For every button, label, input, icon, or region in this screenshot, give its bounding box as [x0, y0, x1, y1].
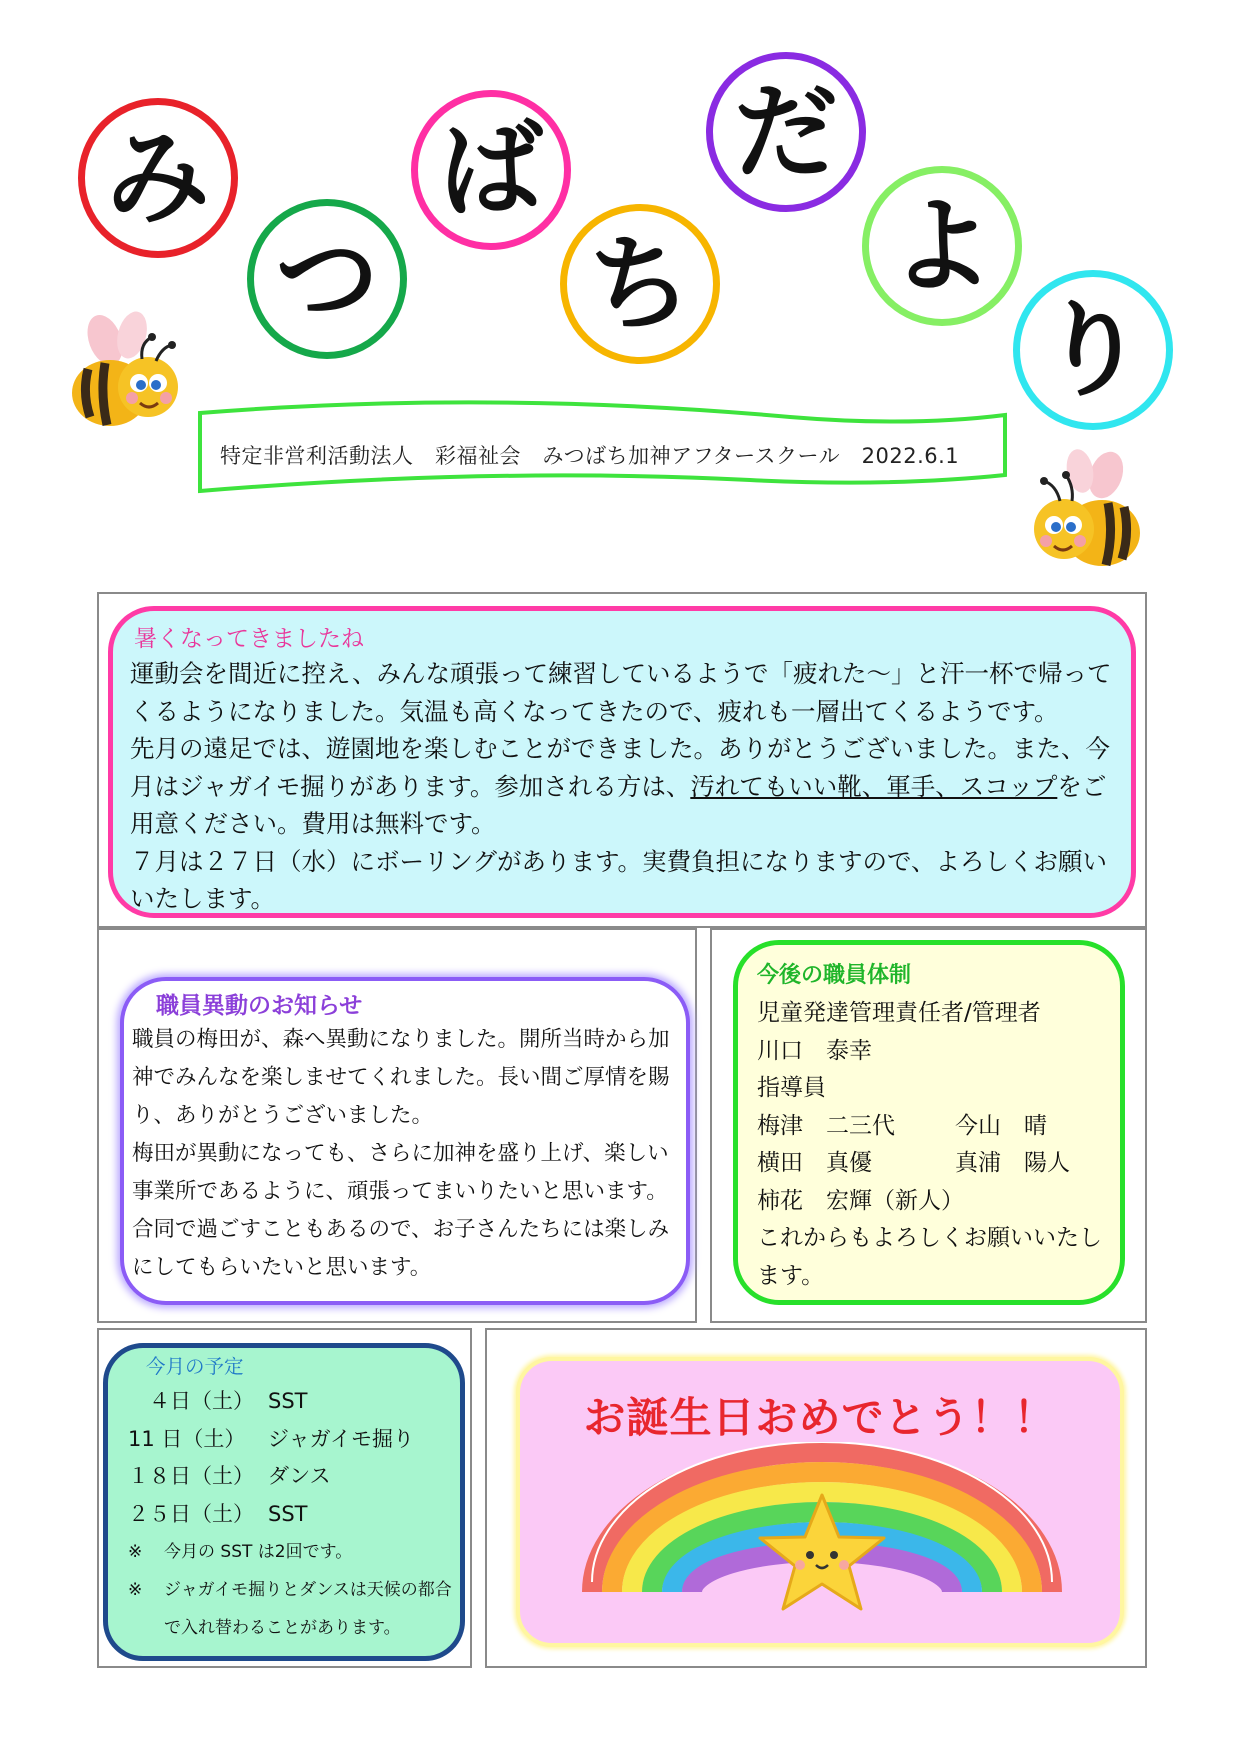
schedule-item	[128, 1496, 458, 1534]
bee-icon-left	[60, 305, 190, 445]
title-letter-mi: み	[78, 98, 238, 258]
team-role: 指導員	[757, 1075, 826, 1101]
schedule-body	[128, 1383, 458, 1647]
notice-text: をご用意ください。費用は無料です。	[130, 771, 1107, 838]
title-letter-yo: よ	[862, 166, 1022, 326]
schedule-date: ４日（土）	[128, 1389, 254, 1413]
schedule-item	[128, 1421, 458, 1459]
notice-items-underlined: 汚れてもいい靴、軍手、スコップ	[690, 771, 1058, 801]
team-title: 今後の職員体制	[757, 963, 912, 988]
title-letter-ri: り	[1013, 270, 1173, 430]
title-letter-da: だ	[706, 52, 866, 212]
title-letter-chi: ち	[560, 204, 720, 364]
team-member: 梅津 二三代	[757, 1112, 895, 1139]
team-member-row	[757, 1145, 1117, 1183]
schedule-date: ２５日（土）	[128, 1501, 254, 1526]
team-member-row	[757, 1108, 1117, 1146]
schedule-event: SST	[268, 1389, 308, 1413]
schedule-event: ダンス	[268, 1464, 331, 1488]
notice-text: 先月の遠足では、遊園地を楽しむことができました。ありがとうございました。また、今月はジャガイモ掘りがあります。参加される方は、	[130, 734, 1110, 801]
banner-text: 特定非営利活動法人 彩福祉会 みつばち加神アフタースクール 2022.6.1	[220, 444, 960, 468]
title-letter-tsu: つ	[247, 199, 407, 359]
notice-paragraph	[130, 730, 1130, 843]
team-member: 真浦 陽人	[955, 1150, 1070, 1176]
staff-change-title: 職員異動のお知らせ	[156, 993, 363, 1019]
schedule-event: SST	[268, 1501, 308, 1526]
team-role: 児童発達管理責任者/管理者	[757, 1000, 1041, 1026]
team-member: 川口 泰幸	[757, 1037, 872, 1064]
staff-change-paragraph: 職員の梅田が、森へ異動になりました。開所当時から加神でみんなを楽しませてくれました。長い間ご厚情を賜り、ありがとうございました。	[132, 1027, 670, 1128]
bee-icon-right	[1020, 445, 1150, 585]
team-member: 柿花 宏輝（新人）	[757, 1187, 964, 1214]
notice-paragraph: ７月は２７日（水）にボーリングがあります。実費負担になりますので、よろしくお願いいたします。	[130, 846, 1108, 913]
staff-change-paragraph: 梅田が異動になっても、さらに加神を盛り上げ、楽しい事業所であるように、頑張ってまいりたいと思います。合同で過ごすこともあるので、お子さんたちには楽しみにしてもらいたいと思います。	[132, 1141, 670, 1280]
team-member: 横田 真優	[757, 1150, 872, 1176]
rainbow-star-illustration	[577, 1442, 1067, 1627]
notice-paragraph: 運動会を間近に控え、みんな頑張って練習しているようで「疲れた～」と汗一杯で帰ってくるようになりました。気温も高くなってきたので、疲れも一層出てくるようです。	[130, 659, 1112, 726]
title-letter-ba: ば	[411, 90, 571, 250]
schedule-item	[128, 1458, 458, 1496]
schedule-date: １８日（土）	[128, 1464, 254, 1488]
note-mark: ※	[128, 1542, 143, 1562]
schedule-note	[128, 1571, 458, 1647]
staff-change-body	[132, 1021, 680, 1287]
team-member: 今山 晴	[955, 1112, 1047, 1139]
team-body	[757, 995, 1117, 1295]
schedule-event: ジャガイモ掘り	[268, 1426, 414, 1451]
notice-body	[130, 655, 1130, 918]
schedule-note-text: ジャガイモ掘りとダンスは天候の都合で入れ替わることがあります。	[164, 1580, 452, 1638]
schedule-date: 11 日（土）	[128, 1426, 246, 1451]
schedule-note	[128, 1533, 458, 1571]
team-closing: これからもよろしくお願いいたします。	[757, 1225, 1102, 1289]
note-mark: ※	[128, 1580, 143, 1600]
notice-title: 暑くなってきましたね	[134, 626, 364, 652]
schedule-item	[128, 1383, 458, 1421]
schedule-title: 今月の予定	[146, 1355, 244, 1378]
birthday-title: お誕生日おめでとう！！	[583, 1393, 1057, 1442]
schedule-note-text: 今月の SST は2回です。	[164, 1542, 353, 1562]
